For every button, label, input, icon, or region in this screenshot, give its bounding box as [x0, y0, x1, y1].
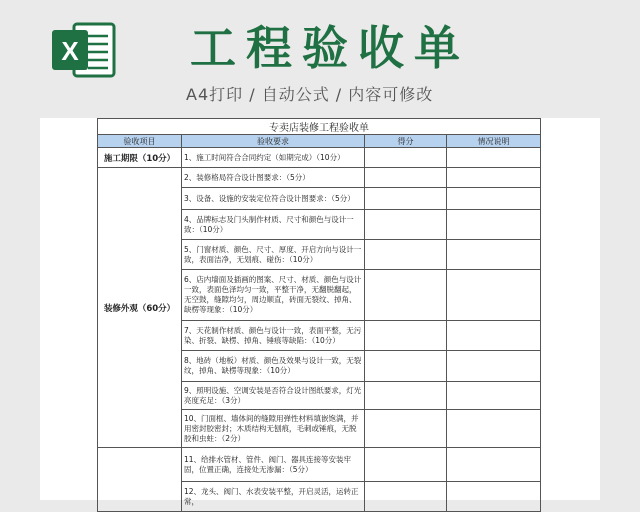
banner [0, 0, 640, 118]
score-cell[interactable] [365, 148, 447, 168]
remarks-cell[interactable] [447, 448, 541, 482]
page-title: 工程验收单 [190, 21, 470, 75]
requirement-cell: 9、照明设施、空调安装是否符合设计图纸要求，灯光亮度充足：（3分） [182, 382, 365, 410]
requirement-cell: 3、设备、设施的安装定位符合设计图要求：（5分） [182, 188, 365, 210]
requirement-cell: 8、地砖（地板）材质、颜色及效果与设计一致，无裂纹，掉角、缺楞等现象：（10分） [182, 351, 365, 382]
table-header-row [98, 135, 541, 148]
remarks-cell[interactable] [447, 351, 541, 382]
spreadsheet-preview [40, 118, 600, 506]
requirement-cell: 6、店内墙面及插画的图案、尺寸、材质、颜色与设计一致，表面色泽均匀一致，平整干净，无翻脱翻起，无空鼓，缝隙均匀，周边顺直，砖面无裂纹、掉角、缺楞等现象：（10分） [182, 270, 365, 321]
requirement-cell: 10、门面框、墙体间的缝隙用弹性材料填嵌饱满，并用密封胶密封；木质结构无刨痕，毛刺或锤痕，无脱胶和虫蛀：（2分） [182, 410, 365, 448]
requirement-cell: 1、施工时间符合合同约定（如期完成）（10分） [182, 148, 365, 168]
category-cell [98, 448, 182, 512]
score-cell[interactable] [365, 210, 447, 240]
remarks-cell[interactable] [447, 148, 541, 168]
remarks-cell[interactable] [447, 210, 541, 240]
table-row [98, 148, 541, 168]
remarks-cell[interactable] [447, 188, 541, 210]
score-cell[interactable] [365, 410, 447, 448]
score-cell[interactable] [365, 270, 447, 321]
table-caption: 专卖店装修工程验收单 [98, 119, 541, 135]
header-requirement: 验收要求 [182, 135, 365, 148]
requirement-cell: 5、门窗材质、颜色、尺寸、厚度、开启方向与设计一致，表面洁净，无划痕、碰伤：（10分） [182, 240, 365, 270]
remarks-cell[interactable] [447, 382, 541, 410]
category-cell: 施工期限（10分） [98, 148, 182, 168]
remarks-cell[interactable] [447, 270, 541, 321]
score-cell[interactable] [365, 188, 447, 210]
score-cell[interactable] [365, 482, 447, 512]
remarks-cell[interactable] [447, 482, 541, 512]
score-cell[interactable] [365, 168, 447, 188]
score-cell[interactable] [365, 321, 447, 351]
remarks-cell[interactable] [447, 168, 541, 188]
acceptance-table [97, 118, 541, 512]
score-cell[interactable] [365, 382, 447, 410]
remarks-cell[interactable] [447, 410, 541, 448]
page-subtitle: A4打印 / 自动公式 / 内容可修改 [186, 85, 434, 104]
score-cell[interactable] [365, 351, 447, 382]
excel-logo-icon [52, 22, 116, 78]
svg-text:X: X [61, 36, 79, 66]
requirement-cell: 11、给排水管材、管件、阀门、器具连接等安装牢固，位置正确，连接处无渗漏：（5分） [182, 448, 365, 482]
category-cell: 装修外观（60分） [98, 168, 182, 448]
requirement-cell: 12、龙头、阀门、水表安装平整，开启灵活，运转正常， [182, 482, 365, 512]
remarks-cell[interactable] [447, 321, 541, 351]
requirement-cell: 2、装修格局符合设计图要求：（5分） [182, 168, 365, 188]
requirement-cell: 7、天花制作材质、颜色与设计一致，表面平整，无污染、折裂、缺楞、掉角、锤痕等缺陷：（10分） [182, 321, 365, 351]
remarks-cell[interactable] [447, 240, 541, 270]
score-cell[interactable] [365, 448, 447, 482]
table-row [98, 168, 541, 188]
score-cell[interactable] [365, 240, 447, 270]
requirement-cell: 4、品牌标志及门头制作材质、尺寸和颜色与设计一致：（10分） [182, 210, 365, 240]
header-inspection-item: 验收项目 [98, 135, 182, 148]
header-score: 得分 [365, 135, 447, 148]
table-row [98, 448, 541, 482]
header-remarks: 情况说明 [447, 135, 541, 148]
